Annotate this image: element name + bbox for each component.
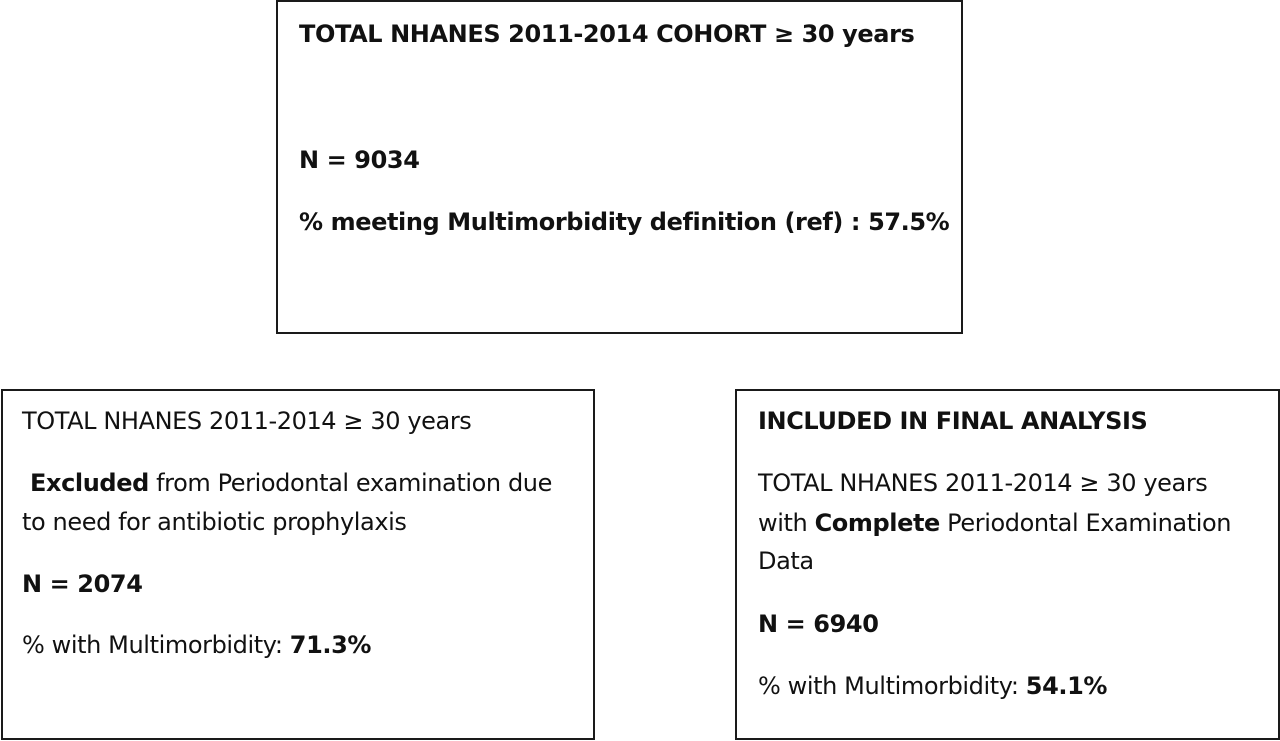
included-complete-keyword: Complete [814, 509, 940, 537]
excluded-reason-line [30, 469, 552, 497]
included-pct-value: 54.1% [1025, 672, 1108, 700]
included-pct-label: % with Multimorbidity: [758, 672, 1019, 700]
greater-equal-symbol: ≥ [343, 407, 364, 435]
cohort-n: N = 9034 [299, 146, 420, 174]
cohort-title-age: 30 years [801, 20, 915, 48]
included-cohort-text: TOTAL NHANES 2011-2014 [758, 469, 1073, 497]
included-complete-line [758, 509, 1231, 537]
excluded-reason-text: from Periodontal examination due [156, 469, 552, 497]
included-heading: INCLUDED IN FINAL ANALYSIS [758, 407, 1148, 435]
cohort-title-text: TOTAL NHANES 2011-2014 COHORT [299, 20, 766, 48]
excluded-cohort-line [22, 407, 471, 435]
excluded-cohort-age: 30 years [370, 407, 472, 435]
excluded-keyword: Excluded [30, 469, 149, 497]
included-exam-text: Periodontal Examination [947, 509, 1232, 537]
excluded-multimorbidity-pct [22, 631, 371, 659]
included-data-line: Data [758, 547, 814, 575]
excluded-n: N = 2074 [22, 570, 143, 598]
excluded-box [1, 389, 595, 740]
excluded-pct-value: 71.3% [289, 631, 372, 659]
excluded-reason-line-2: to need for antibiotic prophylaxis [22, 508, 407, 536]
cohort-multimorbidity-pct: % meeting Multimorbidity definition (ref) : 57.5% [299, 208, 950, 236]
included-box [735, 389, 1280, 740]
included-cohort-line [758, 469, 1207, 497]
excluded-pct-label: % with Multimorbidity: [22, 631, 283, 659]
included-with-text: with [758, 509, 808, 537]
greater-equal-symbol: ≥ [773, 20, 794, 48]
total-cohort-box [276, 0, 963, 334]
included-cohort-age: 30 years [1106, 469, 1208, 497]
included-n: N = 6940 [758, 610, 879, 638]
excluded-cohort-text: TOTAL NHANES 2011-2014 [22, 407, 337, 435]
included-multimorbidity-pct [758, 672, 1107, 700]
cohort-title [299, 20, 914, 48]
greater-equal-symbol: ≥ [1079, 469, 1100, 497]
